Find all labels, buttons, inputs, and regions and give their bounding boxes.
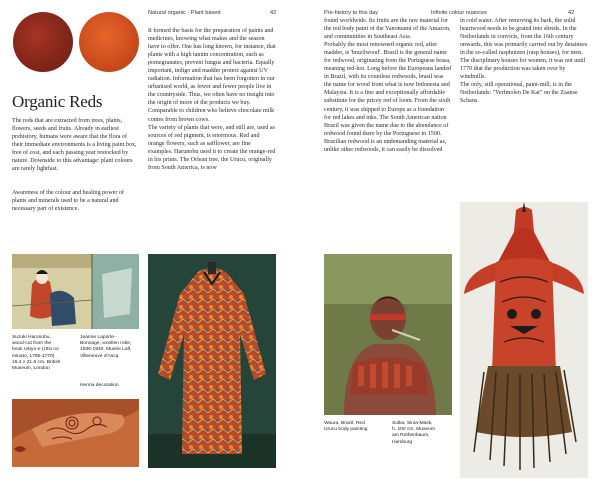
text-column-1 [12,117,138,213]
orange-pigment-circle [79,12,139,72]
caption-henna: Henna decoration [80,383,119,388]
harunobu-woodcut-image [12,254,139,329]
caption-robe: Jeanne Laporte- Bonnage, woollen robe, 1936-1940, Musée Lalf, Villeneuve d'Ascq [80,335,132,359]
text-column-4 [460,17,588,106]
paragraph: Probably the most renowned organic red, after madder, is 'brazilwood'. Brazil is the general name for redwood, originating from the Portuguese brasa, meaning red-hot. Long before the Europeans landed in Brazil, with its countless redwoods, brasil was the name for wood from what is now Indonesia and Malaysia. It is a fine and exceptionally affordable substitute for the pricey red of loom. From the sixth century, it was shipped to Europe as a foundation for red lakes and inks. The South American nation Brazil was given the name due to the abundance of redwood found there by the Portuguese in 1500. Brazilian redwood is an undemanding material as, unlike other redwoods, it can easily be dissolved [324,42,452,153]
page-number-left: 42 [270,10,277,16]
running-head-right: Infinite colour nuances [431,10,487,16]
paragraph: in cold water. After removing its bark, the solid heartwood needs to be grated into shreds. In the Netherlands in convicts, from the 16th century onwards, this was primarily carried out by detainees in the so-called rasphuizen (rasp houses), for men. The disciplinary houses for women, it was not until 1770 that the production was taken over by windmills. [460,18,588,81]
paragraph: It formed the basis for the preparation of paints and medicines, knowing what makes and the season have to offer. One has long known, for instance, that plants with a high tannin concentration, such as pomegranates, prevent fungus and bacteria. Equally important, indigo and madder protect against UV radiation. Information that has been forgotten in our urbanised world, as fewer and fewer people live in the countryside. Thus, we often have no insight into the origin of more of the products we buy. Comparable to children who believe chocolate milk comes from brown cows. [148,28,276,123]
sulka-mask-image [460,202,588,478]
paragraph: The reds that are extracted from trees, plants, flowers, seeds and fruits. Already in earliest prehistory, humans were aware that the flora of their immediate environments is a living paint box, free of cost, and each passing year restocked by nature. Downside to this advantage: plant colours are rarely lightfast. [12,118,137,173]
paragraph: The variety of plants that were, and still are, used as sources of red pigment, is enormous. Red and orange flowers, such as safflower, are fine examples. Harunobu used it to create the orange-red in his prints. The Orlean tree, the Urucu, originally from South America, is now [148,124,276,171]
caption-harunobu: Suzuki Harunobu, wood-cut from the book Ukiyo-e (Utsi no minato, 1765-1770) 15.4 x 21.6 cm, British Museum, London [12,335,61,372]
paragraph: Awareness of the colour and healing power of plants and minerals used to be a natural and necessary part of existence. [12,190,124,213]
waura-body-painting-image [324,254,452,415]
caption-sulka: Sulka, Sinia-Mask, h. 100 cm, Museum am Rothenbaum, Hamburg [392,421,435,445]
caption-waura: Waura, Brazil, Red Urucu body painting [324,421,368,433]
dark-red-pigment-circle [13,12,73,72]
embroidered-robe-image [148,254,276,468]
text-column-3 [324,17,452,154]
paragraph: The only, still operational, paint-mill, is in the Netherlands: "Verfmolen De Kat" on the Zaanse Schans. [460,82,578,105]
running-head-left: Natural organic · Plant based [148,10,221,16]
page-number-right: 42 [568,10,575,16]
article-title: Organic Reds [12,92,103,111]
text-column-2 [148,27,276,172]
paragraph: found worldwide. Its fruits are the raw material for the red body paint of the Yanomami of the Amazon, and communities in Southeast Asia. [324,18,451,41]
running-head-center: Pre-history to this day [324,10,379,16]
henna-hand-image [12,399,139,467]
